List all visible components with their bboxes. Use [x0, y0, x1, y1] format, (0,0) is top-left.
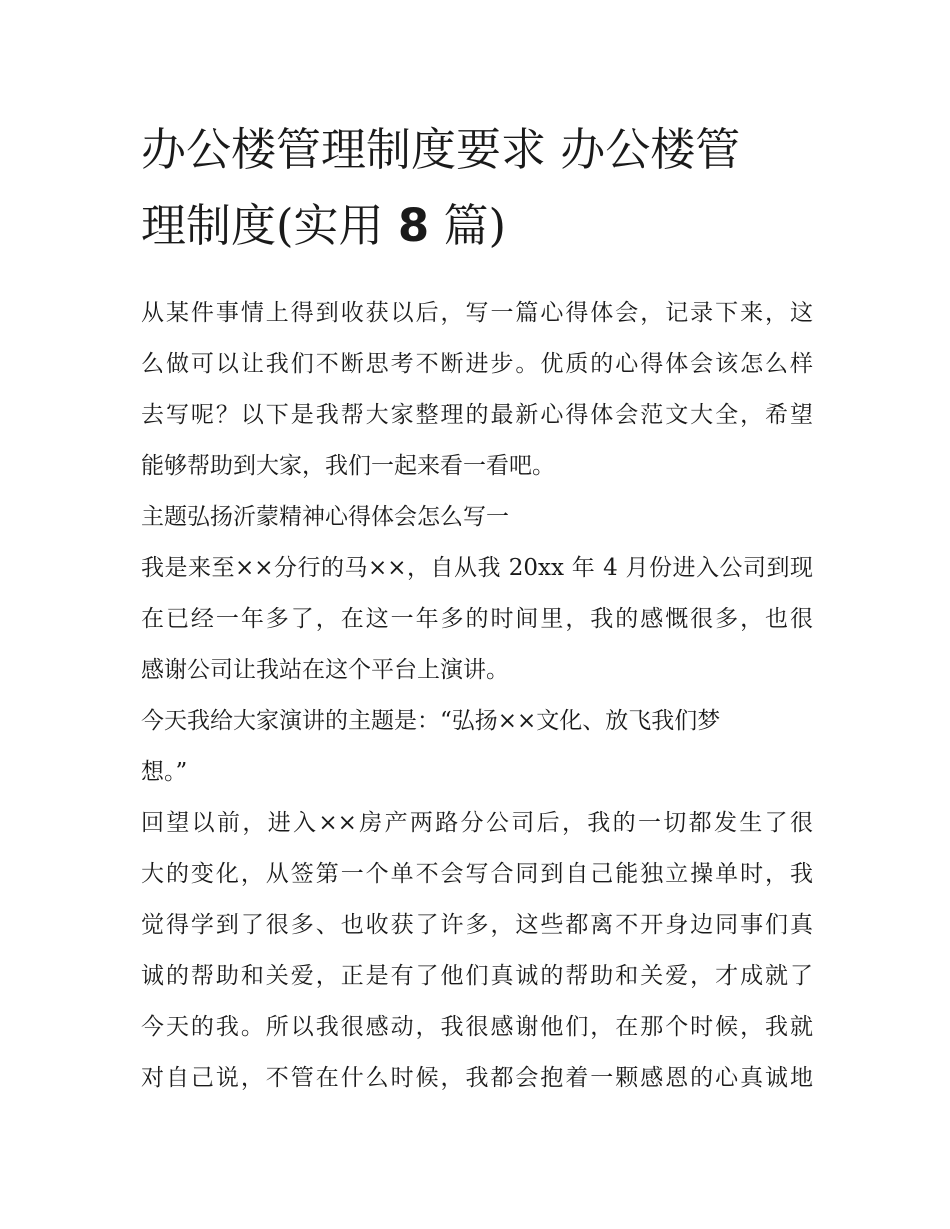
paragraph-line: 在已经一年多了，在这一年多的时间里，我的感慨很多，也很 — [141, 606, 813, 632]
document-page — [141, 112, 813, 1104]
title-line-1: 办公楼管理制度要求 办公楼管 — [141, 123, 741, 176]
paragraph-line: 去写呢？以下是我帮大家整理的最新心得体会范文大全，希望 — [141, 402, 813, 428]
paragraph-line: 觉得学到了很多、也收获了许多，这些都离不开身边同事们真 — [141, 912, 813, 938]
paragraph-line: 大的变化，从签第一个单不会写合同到自己能独立操单时，我 — [141, 861, 813, 887]
paragraph-line: 能够帮助到大家，我们一起来看一看吧。 — [141, 453, 555, 479]
paragraph-theme — [141, 696, 813, 798]
paragraph-line: 诚的帮助和关爱，正是有了他们真诚的帮助和关爱，才成就了 — [141, 963, 813, 989]
section-heading — [141, 492, 813, 543]
paragraph-line: 今天我给大家演讲的主题是：“弘扬××文化、放飞我们梦 — [141, 708, 721, 734]
paragraph-line: 从某件事情上得到收获以后，写一篇心得体会，记录下来，这 — [141, 300, 813, 326]
document-body — [141, 288, 813, 1104]
title-line-2 — [141, 188, 813, 264]
section-heading-text: 主题弘扬沂蒙精神心得体会怎么写一 — [141, 504, 509, 530]
paragraph-line: 感谢公司让我站在这个平台上演讲。 — [141, 657, 509, 683]
paragraph-line: 我是来至××分行的马××，自从我 20xx 年 4 月份进入公司到现 — [141, 555, 813, 581]
paragraph-self-intro — [141, 543, 813, 696]
paragraph-line: 回望以前，进入××房产两路分公司后，我的一切都发生了很 — [141, 810, 813, 836]
document-title — [141, 112, 813, 264]
title-line-2-suffix: 篇) — [443, 199, 507, 252]
paragraph-line: 么做可以让我们不断思考不断进步。优质的心得体会该怎么样 — [141, 351, 813, 377]
paragraph-retrospect — [141, 798, 813, 1104]
paragraph-line: 想。” — [141, 759, 188, 785]
title-line-2-text: 理制度(实用 — [141, 199, 384, 252]
paragraph-intro — [141, 288, 813, 492]
paragraph-line: 今天的我。所以我很感动，我很感谢他们，在那个时候，我就 — [141, 1014, 813, 1040]
title-line-2-number: 8 — [397, 199, 430, 252]
paragraph-line: 对自己说，不管在什么时候，我都会抱着一颗感恩的心真诚地 — [141, 1065, 813, 1091]
